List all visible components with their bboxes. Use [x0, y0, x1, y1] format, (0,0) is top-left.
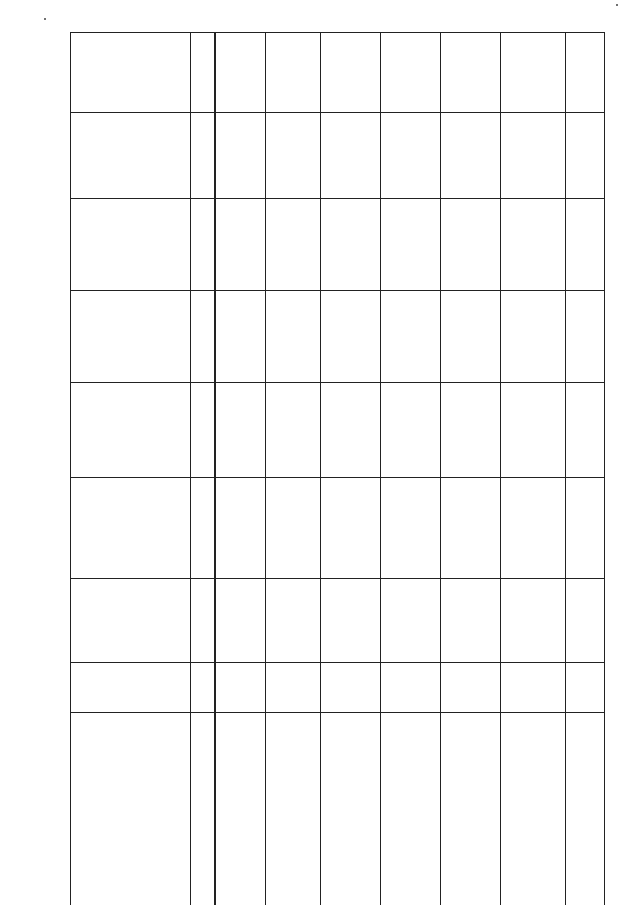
scan-speck: [44, 18, 46, 20]
column-boundary-rule: [70, 712, 604, 713]
header-bottom-rule: [214, 32, 216, 905]
column-boundary-rule: [70, 662, 604, 663]
row-boundary-rule: [265, 32, 266, 905]
column-boundary-rule: [70, 290, 604, 291]
row-boundary-rule: [380, 32, 381, 905]
table-right-rule: [604, 32, 605, 905]
column-boundary-rule: [70, 477, 604, 478]
column-boundary-rule: [70, 578, 604, 579]
header-number-rule: [190, 32, 191, 905]
table-left-rule: [70, 32, 71, 905]
scan-speck: [616, 4, 618, 6]
row-boundary-rule: [500, 32, 501, 905]
row-boundary-rule: [320, 32, 321, 905]
column-boundary-rule: [70, 198, 604, 199]
table-top-rule: [70, 32, 604, 33]
column-boundary-rule: [70, 382, 604, 383]
row-boundary-rule: [440, 32, 441, 905]
column-boundary-rule: [70, 112, 604, 113]
row-boundary-rule: [565, 32, 566, 905]
